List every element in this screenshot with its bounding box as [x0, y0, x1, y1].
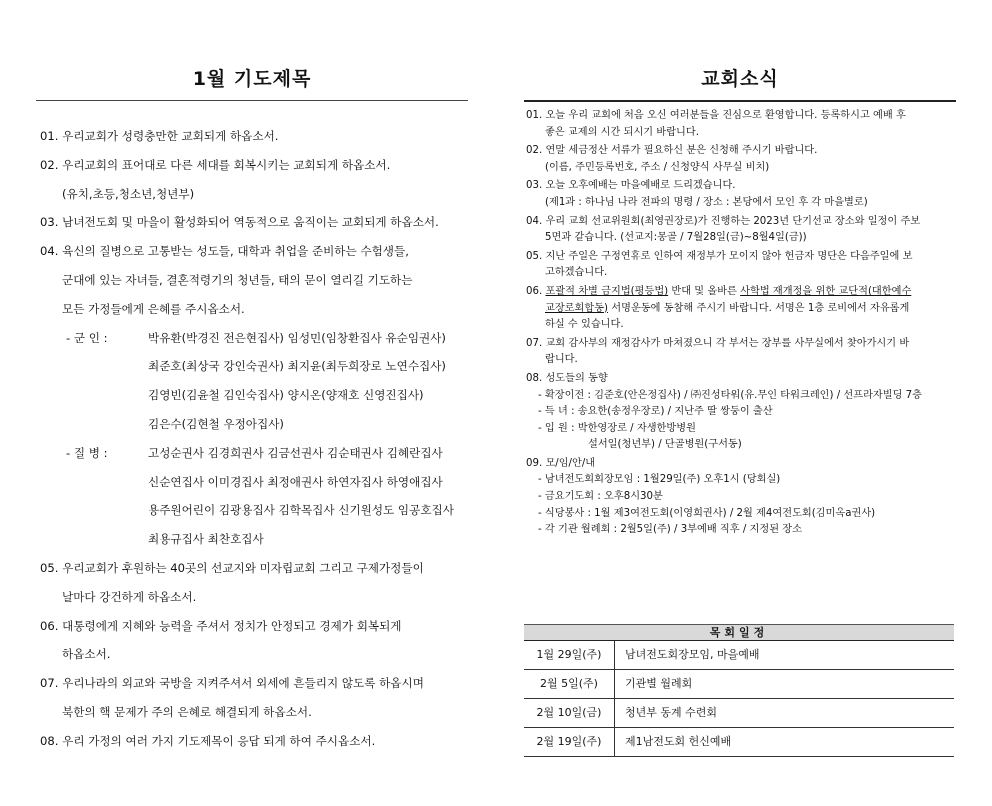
- news-item: 07. 교회 감사부의 재정감사가 마쳐졌으니 각 부서는 장부를 사무실에서 찾아가시기 바: [526, 337, 910, 349]
- prayer-title: 1월 기도제목: [192, 68, 312, 90]
- schedule-row: [524, 728, 954, 757]
- prayer-subgroup-label: - 질 병 :: [66, 445, 108, 460]
- news-title: 교회소식: [701, 68, 779, 90]
- schedule-rows: [524, 641, 954, 757]
- schedule-row: [524, 699, 954, 728]
- prayer-item: 08. 우리 가정의 여러 가지 기도제목이 응답 되게 하여 주시옵소서.: [40, 733, 376, 748]
- schedule-header: 목회일정: [524, 624, 954, 641]
- prayer-subgroup-names: 최용규집사 최찬호집사: [148, 532, 264, 547]
- prayer-item-continuation: 날마다 강건하게 하옵소서.: [62, 589, 197, 604]
- prayer-subgroup-names: 용주원어린이 김광용집사 김학목집사 신기원성도 임공호집사: [148, 503, 454, 518]
- news-item: 08. 성도들의 동향: [526, 372, 608, 384]
- news-item-continuation: (이름, 주민등록번호, 주소 / 신청양식 사무실 비치): [545, 161, 770, 173]
- news-underlined-text: 교장로회합동): [545, 302, 609, 314]
- news-item: 04. 우리 교회 선교위원회(최영권장로)가 진행하는 2023년 단기선교 장소와 일정이 주보: [526, 215, 921, 227]
- prayer-item: 06. 대통령에게 지혜와 능력을 주셔서 정치가 안정되고 경제가 회복되게: [40, 618, 402, 633]
- news-bullet: - 입 원 : 박한영장로 / 자생한방병원: [538, 422, 696, 434]
- schedule-row: [524, 641, 954, 670]
- news-item-continuation: 좋은 교제의 시간 되시기 바랍니다.: [545, 126, 699, 138]
- prayer-item-continuation: 하옵소서.: [62, 647, 111, 662]
- schedule-event: 기관별 월례회: [625, 677, 693, 690]
- prayer-item: 07. 우리나라의 외교와 국방을 지켜주셔서 외세에 흔들리지 않도록 하옵시며: [40, 676, 424, 691]
- news-underlined-text: 포괄적 차별 금지법(평등법): [545, 285, 669, 297]
- news-underlined-text: 사학법 재개정을 위한 교단적(대한예수: [740, 285, 912, 297]
- schedule-date: 2월 5일(주): [524, 670, 615, 698]
- schedule-event: 청년부 동계 수련회: [625, 706, 718, 719]
- news-bullet: - 각 기관 월례회 : 2월5일(주) / 3부예배 직후 / 지정된 장소: [538, 524, 802, 536]
- schedule-date: 2월 19일(주): [524, 728, 615, 756]
- news-bullet: - 득 녀 : 송요한(송정우장로) / 지난주 딸 쌍둥이 출산: [538, 406, 773, 418]
- news-item: [526, 284, 956, 301]
- news-item-continuation: 하실 수 있습니다.: [545, 319, 624, 331]
- news-item-continuation: 5면과 같습니다. (선교지:몽골 / 7월28일(금)~8월4일(금)): [545, 232, 807, 244]
- prayer-item: 05. 우리교회가 후원하는 40곳의 선교지와 미자립교회 그리고 구제가정들이: [40, 560, 424, 575]
- news-bullet: - 금요기도회 : 오후8시30분: [538, 491, 663, 503]
- news-list: [526, 108, 956, 539]
- news-bullet-continuation: 설서일(청년부) / 단골병원(구서동): [588, 439, 742, 451]
- prayer-section: [36, 64, 468, 748]
- prayer-item-continuation: (유치,초등,청소년,청년부): [62, 186, 195, 201]
- news-bullet: - 남녀전도회회장모임 : 1월29일(주) 오후1시 (당회실): [538, 474, 781, 486]
- prayer-item: 02. 우리교회의 표어대로 다른 세대를 회복시키는 교회되게 하옵소서.: [40, 157, 391, 172]
- schedule-row: [524, 670, 954, 699]
- news-item: 09. 모/임/안/내: [526, 457, 596, 469]
- news-item-prefix: 06.: [526, 285, 546, 297]
- prayer-subgroup-names: 김영빈(김윤철 김인숙집사) 양시온(양재호 신영진집사): [148, 388, 424, 403]
- schedule-event: 제1남전도회 헌신예배: [625, 735, 732, 748]
- schedule-table: [524, 624, 954, 757]
- news-item: 02. 연말 세금정산 서류가 필요하신 분은 신청해 주시기 바랍니다.: [526, 145, 818, 157]
- news-item: 01. 오늘 우리 교회에 처음 오신 여러분들을 진심으로 환영합니다. 등록하시고 예배 후: [526, 110, 906, 121]
- schedule-date: 1월 29일(주): [524, 641, 615, 669]
- news-item: 03. 오늘 오후예배는 마을예배로 드리겠습니다.: [526, 180, 736, 192]
- news-item-continuation: 랍니다.: [545, 354, 578, 366]
- prayer-item: 03. 남녀전도회 및 마을이 활성화되어 역동적으로 움직이는 교회되게 하옵소서.: [40, 215, 439, 230]
- news-item: 05. 지난 주일은 구정연휴로 인하여 재정부가 모이지 않아 헌금자 명단은 다음주일에 보: [526, 250, 913, 262]
- prayer-subgroup-names: 고성순권사 김경희권사 김금선권사 김순태권사 김혜란집사: [148, 445, 443, 460]
- prayer-subgroup: [40, 439, 470, 468]
- prayer-title-rule: [36, 100, 468, 101]
- prayer-subgroup-label: - 군 인 :: [66, 330, 108, 345]
- prayer-subgroup-names: 신순연집사 이미경집사 최정애권사 하연자집사 하영애집사: [148, 474, 443, 489]
- prayer-item-continuation: 모든 가정들에게 은혜를 주시옵소서.: [62, 301, 245, 316]
- prayer-item: 04. 육신의 질병으로 고통받는 성도들, 대학과 취업을 준비하는 수험생들,: [40, 244, 409, 259]
- news-bullet: - 확장이전 : 김준호(안은정집사) / ㈜진성타워(유.무인 타워크레인) / 선프라자빌딩 7층: [538, 389, 922, 401]
- prayer-item: 01. 우리교회가 성령충만한 교회되게 하옵소서.: [40, 129, 279, 143]
- news-item-continuation: 고하겠습니다.: [545, 267, 608, 279]
- news-item-text: 반대 및 올바른: [668, 285, 741, 297]
- news-bullet: - 식당봉사 : 1월 제3여전도회(이영희권사) / 2월 제4여전도회(김미옥a권사): [538, 507, 876, 519]
- news-section: [524, 64, 956, 748]
- news-item-text: 서명운동에 동참해 주시기 바랍니다. 서명은 1층 로비에서 자유롭게: [608, 302, 910, 314]
- news-item-continuation: [526, 301, 956, 318]
- news-item-continuation: (제1과 : 하나님 나라 전파의 명령 / 장소 : 본당에서 모인 후 각 마을별로): [545, 196, 868, 208]
- prayer-list: [40, 122, 470, 756]
- schedule-event: 남녀전도회장모임, 마을예배: [625, 648, 760, 661]
- prayer-subgroup-names: 김은수(김현철 우정아집사): [148, 416, 284, 431]
- prayer-item-continuation: 군대에 있는 자녀들, 결혼적령기의 청년들, 태의 문이 열리길 기도하는: [62, 272, 413, 287]
- prayer-item-continuation: 북한의 핵 문제가 주의 은혜로 해결되게 하옵소서.: [62, 704, 312, 719]
- prayer-subgroup-names: 박유환(박경진 전은현집사) 임성민(임창환집사 유순임권사): [148, 330, 446, 345]
- prayer-subgroup: [40, 324, 470, 353]
- news-title-rule: [524, 100, 956, 102]
- prayer-subgroup-names: 최준호(최상국 강인숙권사) 최지윤(최두희장로 노연수집사): [148, 359, 446, 374]
- schedule-date: 2월 10일(금): [524, 699, 615, 727]
